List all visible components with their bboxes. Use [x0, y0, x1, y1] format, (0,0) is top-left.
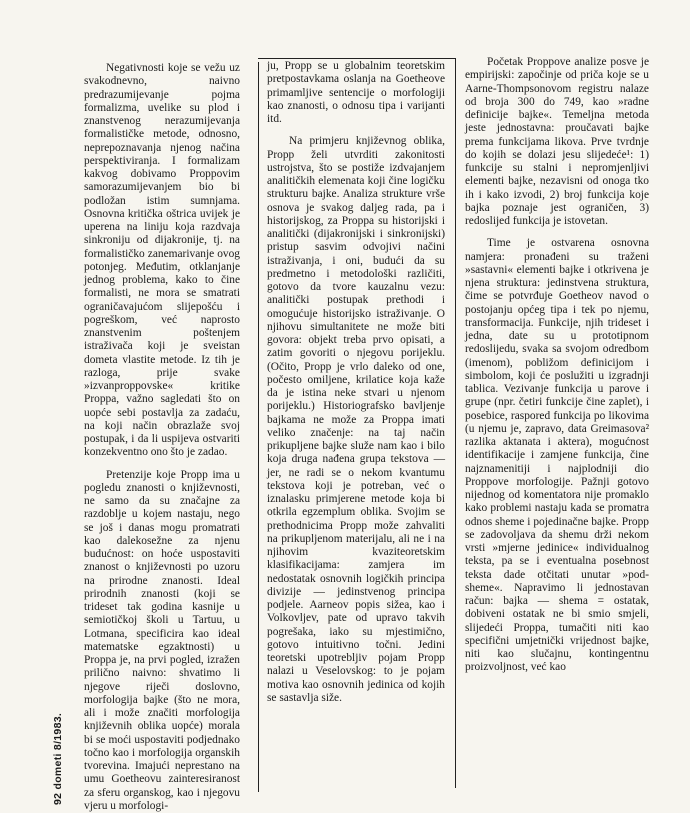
paragraph: Početak Proppove analize posve je empirijski: započinje od priča koje se u Aarne-Thompsonovom registru nalaze od broja 300 do 749, kao »radne definicije bajke«. Temeljna metoda jeste jednostavna: proučavati bajke prema funkcijama likova. Prve tvrdnje do kojih se dolazi jesu slijedeće¹: 1) funkcije su stalni i nepromjenljivi elementi bajke, nezavisni od onoga tko ih i kako izvodi, 2) broj funkcija koje bajka poznaje jest ograničen, 3) redoslijed funkcija je istovetan. [465, 56, 649, 227]
paragraph: Negativnosti koje se vežu uz svakodnevno, naivno predrazumijevanje pojma formalizma, uvelike su plod i znanstvenog nerazumijevanja formalističke metode, odnosno, neprepoznavanja njenog načina perspektiviranja. I formalizam kakvog dobivamo Proppovim samorazumijevanjem bio bi podložan istim sumnjama. Osnovna kritička oštrica uvijek je uperena na liniju koja razdvaja sinkroniju od dijakronije, tj. na formalističko zanemarivanje ovog potonjeg. Međutim, otklanjanje jednog problema, kako to čine formalisti, ne mora se smatrati ograničavajućom slijepošću i pogreškom, već naprosto znanstvenim poštenjem istraživača koji je sveistan dometa vlastite metode. Iz tih je razloga, prije svake »izvanproppovske« kritike Proppa, važno sagledati što on uopće sebi postavlja za zadaću, na koji način obrazlaže svoj postupak, i da li uspijeva ostvariti konzekventno ono što je zadao. [84, 62, 240, 459]
column-divider-right [455, 58, 456, 788]
paragraph: Time je ostvarena osnovna namjera: pronađeni su traženi »sastavni« elementi bajke i otkrivena je njena struktura: jedinstvena struktura, čime se potvrđuje Goetheov navod o postojanju općeg tipa i tek po njemu, transformacija. Funkcije, njih trideset i jedna, date su u prototipnom redoslijedu, svaka sa svojom odredbom (imenom), pobližom definicijom i simbolom, koji će poslužiti u izgradnji tablica. Vezivanje funkcija u parove i grupe (npr. četiri funkcije čine zaplet), i posebice, raspored funkcija po likovima (u njemu je, zapravo, data Greimasova² razlika aktanata i aktera), mogućnost identifikacije i zamjene funkcija, čine najznamenitiji i najplodniji dio Proppove morfologije. Pažnji gotovo nijednog od komentatora nije promaklo kako problemi nastaju kada se promatra odnos sheme i pojedinačne bajke. Propp se zadovoljava da shemu drži nekom vrsti »mjerne jedinice« individualnog teksta, pa se i eventualna posebnost teksta dade otčitati unutar »pod-sheme«. Napravimo li jednostavan račun: bajka — shema = ostatak, dobiveni ostatak ne bi smio smjeli, slijedeći Proppa, tumačiti niti kao specifični umjetnički vrijednost bajke, niti kao slučajnu, kontingentnu proizvoljnost, već kao [465, 237, 649, 674]
paragraph: Na primjeru književnog oblika, Propp želi utvrditi zakonitosti ustrojstva, što se postiže izdvajanjem analitičkih elemenata koji čine logičku strukturu bajke. Analiza strukture vrše osnova je svakog daljeg rada, pa i historijskog, za Proppa su historijski i analitički (dijakronijski i sinkronijski) pristup sasvim odvojivi načini istraživanja, i oni, budući da su predmetno i metodološki različiti, gotovo da tvore kauzalnu vezu: analitički postupak prethodi i omogućuje historijsko istraživanje. O njihovu simultanitete ne može biti govora: objekt treba prvo opisati, a zatim govoriti o njegovu porijeklu. (Očito, Propp je vrlo daleko od one, počesto omiljene, krilatice koja kaže da je istina neke stvari u njenom porijeklu.) Historiografsko bavljenje bajkama ne može za Proppa imati veliko značenje: na taj način prikupljene bajke služe nam kao i bilo koja druga nađena grupa tekstova — jer, ne radi se o nekom kvantumu tekstova koji je potreban, već o iznalasku primjerene metode koja bi otkrila egzemplum oblika. Svojim se prethodnicima Propp može zahvaliti na prikupljenom materijalu, ali ne i na njihovim kvaziteoretskim klasifikacijama: zamjera im nedostatak osnovnih logičkih principa divizije — jedinstvenog principa podjele. Aarneov popis sižea, kao i Volkovljev, pate od upravo takvih pogrešaka, iako su mjestimično, gotovo intuitivno točni. Jedini teoretski upotrebljiv pojam Propp nalazi u Veselovskog: to je pojam motiva kao osnovnih jedinica od kojih se sastavlja siže. [267, 135, 445, 704]
column-divider-left [258, 62, 259, 792]
text-column-2 [267, 60, 445, 705]
folio-label: 92 dometi 8/1983. [52, 712, 64, 805]
text-column-1 [84, 62, 240, 813]
column-top-rule [258, 58, 456, 59]
paragraph: ju, Propp se u globalnim teoretskim pretpostavkama oslanja na Goetheove primamljive sentencije o morfologiji kao znanosti, o odnosu tipa i varijanti itd. [267, 60, 445, 125]
paragraph: Pretenzije koje Propp ima u pogledu znanosti o književnosti, ne samo da su značajne za razdoblje u kojem nastaju, nego se još i danas mogu promatrati kao dalekosežne za njenu budućnost: on hoće uspostaviti znanost o književnosti po uzoru na prirodne znanosti. Ideal prirodnih znanosti (koji se trideset tak godina kasnije u semiotičkoj školi u Tartuu, u Lotmana, specificira kao ideal matematske egzaktnosti) u Proppa je, na prvi pogled, izražen prilično naivno: shvatimo li njegove riječi doslovno, morfologija bajke (što ne mora, ali i može značiti morfologija književnih oblika uopće) morala bi se moći uspostaviti podjednako točno kao i morfologija organskih tvorevina. Imajući neprestano na umu Goetheovu zainteresiranost za sferu organskog, kao i njegovu vjeru u morfologi- [84, 468, 240, 812]
text-column-3 [465, 56, 649, 675]
page-folio-sidebar [50, 650, 70, 810]
